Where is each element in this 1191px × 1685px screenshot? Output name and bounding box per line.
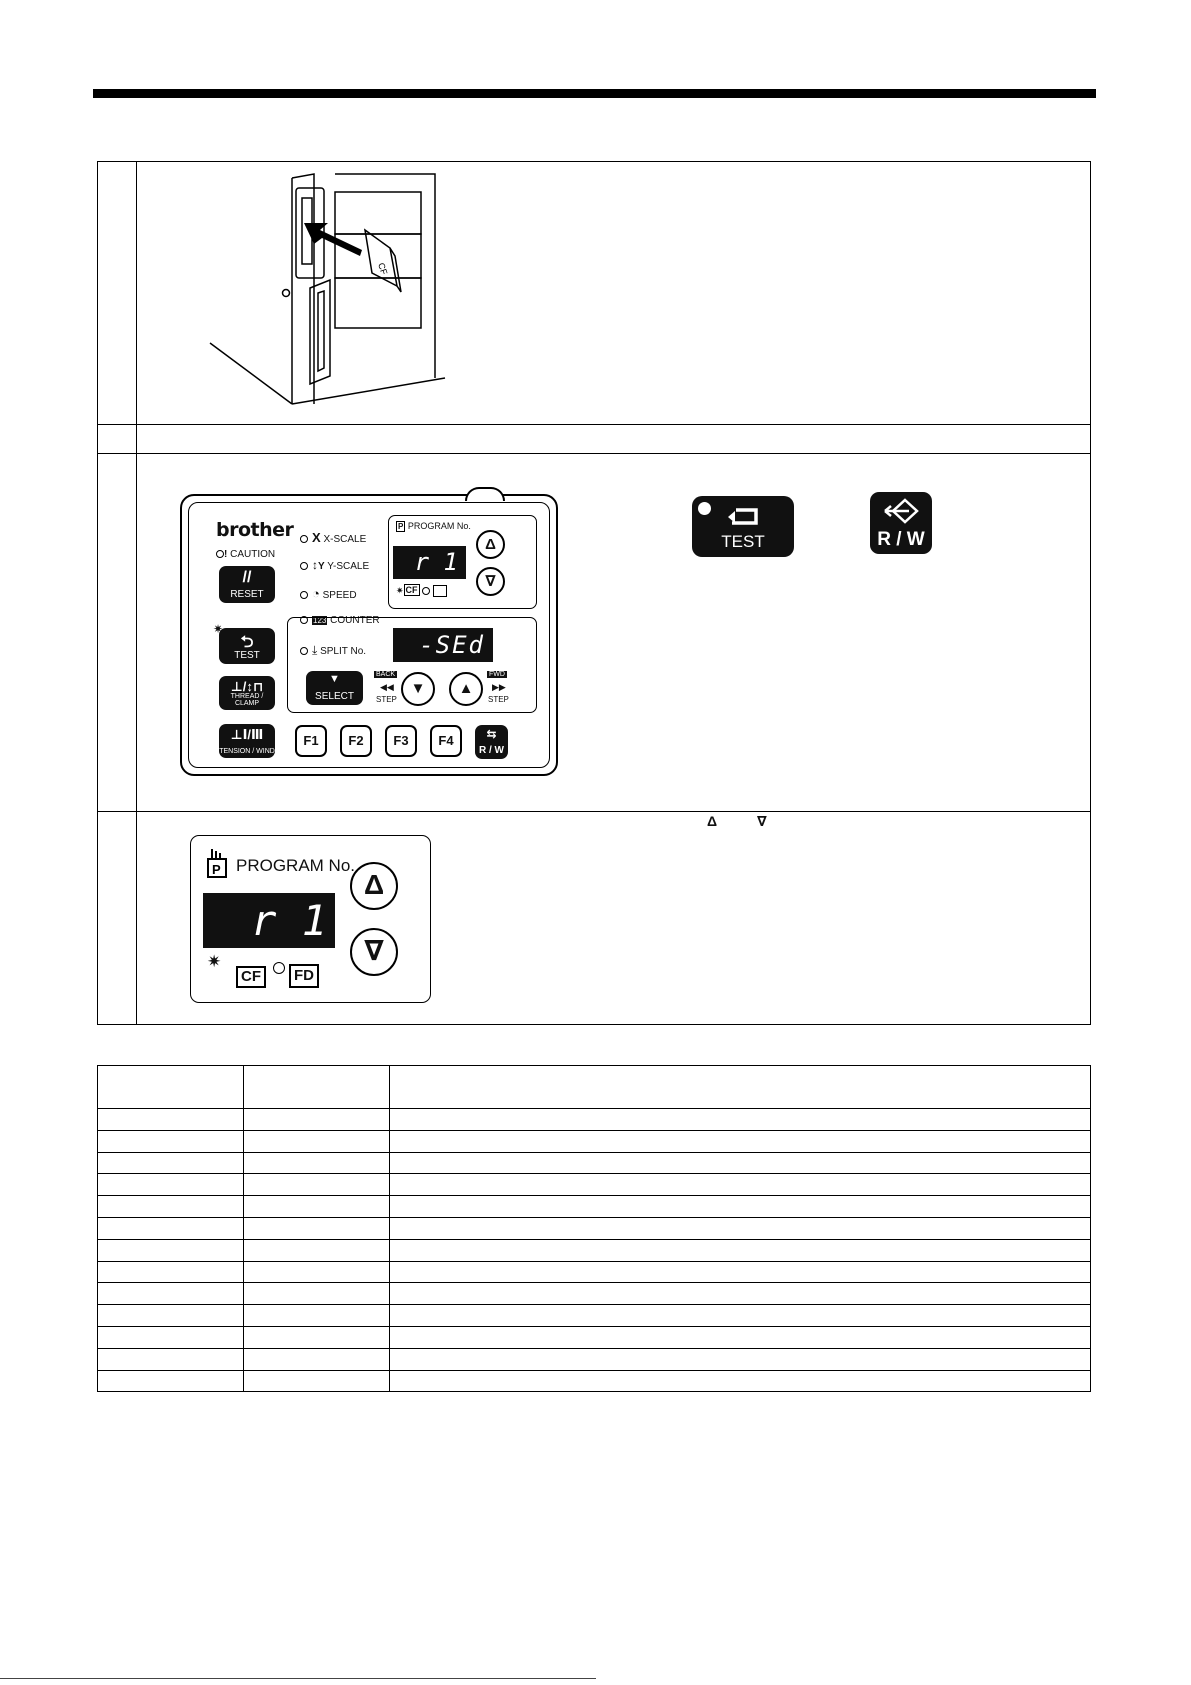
table-cell: [390, 1261, 1091, 1283]
return-arrow-icon: [726, 506, 764, 528]
up-triangle-icon: Δ: [485, 536, 496, 553]
brand-logo: brother: [216, 519, 294, 541]
cf-card-icon: CF: [405, 585, 418, 596]
caution-indicator: ! CAUTION: [216, 549, 275, 560]
thread-clamp-button[interactable]: [219, 676, 275, 710]
table-cell: [98, 1370, 244, 1392]
thread-clamp-icon: ⊥/↕⊓: [230, 679, 264, 694]
table-row: [98, 1217, 1091, 1239]
table-cell: [98, 1174, 244, 1196]
down-triangle-icon: ∇: [364, 935, 384, 966]
table-row: [98, 1239, 1091, 1261]
table-cell: [244, 1283, 390, 1305]
table-header-row: [98, 1066, 1091, 1109]
table-row: [98, 1152, 1091, 1174]
table-row: [98, 1261, 1091, 1283]
table-row: [98, 1283, 1091, 1305]
program-number-display: r 1: [393, 546, 466, 579]
table-cell: [98, 1217, 244, 1239]
fwd-step-label: STEP: [488, 695, 509, 704]
program-detail-display: r 1: [203, 893, 335, 948]
test-led: [698, 502, 711, 515]
x-scale-indicator: [300, 530, 366, 545]
table-cell: [390, 1283, 1091, 1305]
step-divider-3: [98, 811, 1090, 812]
back-step-label: STEP: [376, 695, 397, 704]
step-divider-1: [98, 424, 1090, 425]
panel-tab: [465, 487, 505, 501]
table-cell: [98, 1326, 244, 1348]
cf-blink-icon: ✷: [396, 585, 404, 596]
table-cell: [98, 1261, 244, 1283]
test-blink-icon: ✷: [213, 622, 224, 636]
table-cell: [244, 1348, 390, 1370]
table-cell: [244, 1109, 390, 1131]
reset-icon: //: [242, 569, 252, 586]
f1-button[interactable]: F1: [295, 725, 327, 757]
speed-indicator: [300, 586, 357, 601]
table-cell: [98, 1348, 244, 1370]
table-row: [98, 1326, 1091, 1348]
table-row: [98, 1174, 1091, 1196]
main-display: -SEd: [393, 628, 493, 662]
rw-large-label: R / W: [877, 529, 925, 550]
table-cell: [98, 1152, 244, 1174]
table-cell: [244, 1370, 390, 1392]
test-button[interactable]: [219, 628, 275, 664]
table-cell: [244, 1174, 390, 1196]
y-axis-icon: ↕: [312, 558, 318, 572]
y-scale-indicator: [300, 558, 369, 572]
fd-media-icon: FD: [289, 964, 319, 988]
program-detail-down-button[interactable]: [350, 928, 398, 976]
table-cell: [244, 1261, 390, 1283]
step-divider-2: [98, 453, 1090, 454]
table-row: [98, 1130, 1091, 1152]
table-cell: [98, 1130, 244, 1152]
table-row: [98, 1370, 1091, 1392]
tension-wind-button[interactable]: [219, 724, 275, 758]
table-row: [98, 1196, 1091, 1218]
test-label: TEST: [234, 650, 260, 661]
step-forward-button[interactable]: [449, 672, 483, 706]
program-no-title: PROGRAM No.: [236, 856, 356, 875]
table-cell: [244, 1152, 390, 1174]
table-cell: [390, 1196, 1091, 1218]
table-cell: [244, 1217, 390, 1239]
reset-label: RESET: [230, 589, 264, 600]
table-cell: [390, 1239, 1091, 1261]
f4-button[interactable]: F4: [430, 725, 462, 757]
read-write-icon: [883, 498, 921, 524]
table-row: [98, 1109, 1091, 1131]
table-cell: [98, 1283, 244, 1305]
caution-label: CAUTION: [230, 549, 276, 560]
table-cell: [244, 1239, 390, 1261]
counter-label: COUNTER: [330, 615, 380, 626]
footer-rule: [0, 1678, 596, 1679]
program-detail-up-button[interactable]: [350, 862, 398, 910]
table-cell: [244, 1326, 390, 1348]
up-triangle-icon: Δ: [363, 869, 385, 900]
speed-gauge-icon: ◔: [312, 586, 320, 601]
program-down-button[interactable]: [476, 567, 505, 596]
program-media-indicators: [396, 585, 447, 597]
program-no-text: PROGRAM No.: [407, 521, 471, 531]
test-large-label: TEST: [721, 532, 765, 551]
back-tag: BACK: [376, 671, 396, 678]
x-scale-label: X-SCALE: [323, 534, 367, 545]
counter-icon: 123: [313, 616, 327, 625]
table-cell: [390, 1130, 1091, 1152]
svg-text:P: P: [212, 862, 221, 877]
table-cell: [244, 1196, 390, 1218]
tension-wind-label: TENSION / WIND: [219, 748, 275, 755]
f3-button[interactable]: F3: [385, 725, 417, 757]
card-label: CF: [376, 261, 390, 277]
program-hand-icon: P: [398, 522, 404, 531]
table-cell: [98, 1196, 244, 1218]
table-row: [98, 1305, 1091, 1327]
header-rule: [93, 89, 1096, 98]
table-header-cell: [98, 1066, 244, 1109]
split-needle-icon: ⤓: [312, 643, 318, 657]
thread-clamp-label: THREAD / CLAMP: [230, 693, 264, 707]
table-cell: [390, 1174, 1091, 1196]
rewind-icon: ◀◀: [380, 682, 394, 692]
table-cell: [98, 1239, 244, 1261]
table-cell: [390, 1326, 1091, 1348]
speed-label: SPEED: [322, 590, 357, 601]
rw-button-large[interactable]: [870, 492, 932, 554]
fd-icon: [433, 585, 447, 597]
cf-blink-icon: ✷: [207, 952, 222, 971]
table-cell: [390, 1370, 1091, 1392]
reset-button[interactable]: [219, 566, 275, 603]
program-label: [396, 521, 471, 531]
select-button[interactable]: [306, 671, 363, 705]
f2-button[interactable]: F2: [340, 725, 372, 757]
rw-label: R / W: [479, 745, 504, 756]
table-row: [98, 1348, 1091, 1370]
y-axis-letter: Y: [318, 561, 325, 572]
down-triangle-icon: ∇: [485, 573, 496, 590]
table-cell: [390, 1152, 1091, 1174]
table-cell: [244, 1130, 390, 1152]
rw-exchange-icon: ⇆: [486, 727, 497, 741]
up-filled-icon: ▲: [458, 680, 474, 697]
select-label: SELECT: [315, 691, 354, 702]
y-scale-label: Y-SCALE: [327, 561, 370, 572]
table-cell: [98, 1305, 244, 1327]
split-no-label: SPLIT No.: [320, 646, 367, 657]
table-cell: [244, 1305, 390, 1327]
cf-card-insertion-illustration: [200, 168, 460, 418]
x-axis-icon: X: [312, 530, 321, 545]
test-return-icon: ⮌: [240, 634, 254, 651]
cf-media-icon: CF: [236, 966, 266, 988]
up-triangle-icon: Δ: [707, 813, 718, 829]
fwd-tag: FWD: [489, 671, 505, 678]
table-cell: [390, 1348, 1091, 1370]
table-cell: [390, 1109, 1091, 1131]
table-cell: [390, 1217, 1091, 1239]
table-header-cell: [390, 1066, 1091, 1109]
program-hand-icon: [201, 846, 233, 880]
tension-wind-icon: ⊥Ⅰ/Ⅲ: [230, 727, 264, 742]
select-down-icon: ▼: [329, 673, 340, 685]
table-cell: [390, 1305, 1091, 1327]
settings-table: [97, 1065, 1091, 1392]
table-header-cell: [244, 1066, 390, 1109]
down-filled-icon: ▼: [410, 680, 426, 697]
table-cell: [98, 1109, 244, 1131]
step-back-button[interactable]: [401, 672, 435, 706]
fd-led: [273, 962, 285, 974]
program-up-button[interactable]: [476, 530, 505, 559]
test-button-large[interactable]: [692, 496, 794, 557]
rw-button[interactable]: [475, 725, 508, 759]
down-triangle-icon: ∇: [757, 813, 767, 829]
fast-forward-icon: ▶▶: [492, 682, 506, 692]
step-number-column-divider: [136, 162, 137, 1024]
